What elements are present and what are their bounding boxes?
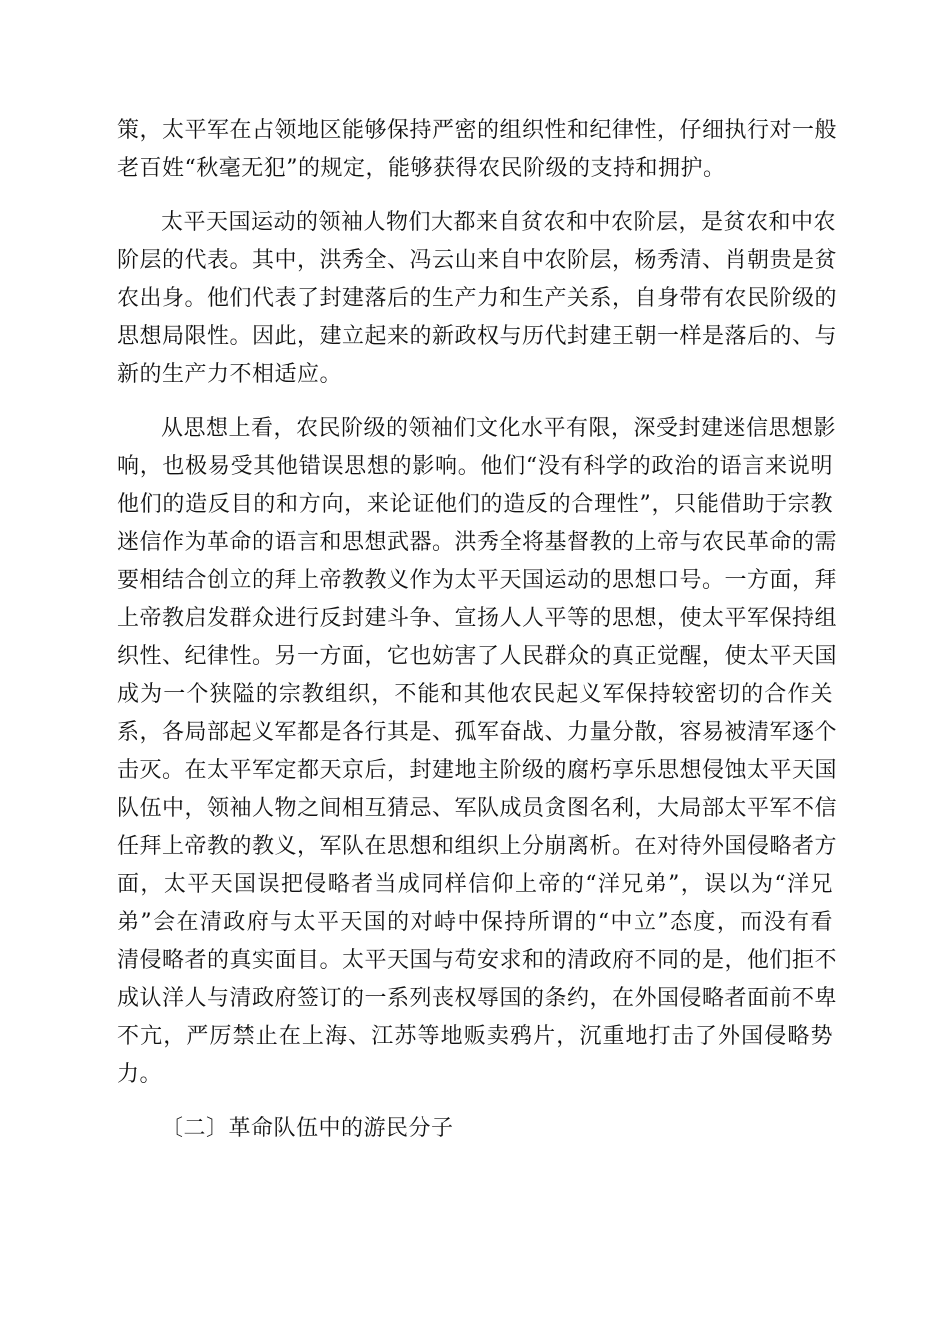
text-line: 思想局限性。因此，建立起来的新政权与历代封建王朝一样是落后的、与 bbox=[117, 324, 838, 349]
text-line: 成认洋人与清政府签订的一系列丧权辱国的条约，在外国侵略者面前不卑 bbox=[117, 986, 838, 1011]
text-line: 任拜上帝教的教义，军队在思想和组织上分崩离析。在对待外国侵略者方 bbox=[117, 834, 838, 859]
paragraph-3 bbox=[117, 410, 838, 1094]
text-line: 太平天国运动的领袖人物们大都来自贫农和中农阶层，是贫农和中农 bbox=[161, 210, 837, 235]
text-line: 队伍中，领袖人物之间相互猜忌、军队成员贪图名利，大局部太平军不信 bbox=[117, 796, 838, 821]
text-line: 系，各局部起义军都是各行其是、孤军奋战、力量分散，容易被清军逐个 bbox=[117, 720, 838, 745]
paragraph-2 bbox=[117, 204, 838, 394]
text-line: 他们的造反目的和方向，来论证他们的造反的合理性”，只能借助于宗教 bbox=[117, 492, 833, 517]
text-line: 农出身。他们代表了封建落后的生产力和生产关系，自身带有农民阶级的 bbox=[117, 286, 838, 311]
text-line: 老百姓“秋毫无犯”的规定，能够获得农民阶级的支持和拥护。 bbox=[117, 156, 726, 181]
section-heading: 〔二〕革命队伍中的游民分子 bbox=[161, 1116, 454, 1141]
text-line: 成为一个狭隘的宗教组织，不能和其他农民起义军保持较密切的合作关 bbox=[117, 682, 833, 707]
text-line: 阶层的代表。其中，洪秀全、冯云山来自中农阶层，杨秀清、肖朝贵是贫 bbox=[117, 248, 838, 273]
text-line: 击灭。在太平军定都天京后，封建地主阶级的腐朽享乐思想侵蚀太平天国 bbox=[117, 758, 838, 783]
text-line: 弟”会在清政府与太平天国的对峙中保持所谓的“中立”态度，而没有看 bbox=[117, 910, 833, 935]
text-line: 响，也极易受其他错误思想的影响。他们“没有科学的政治的语言来说明 bbox=[117, 454, 833, 479]
text-line: 从思想上看，农民阶级的领袖们文化水平有限，深受封建迷信思想影 bbox=[161, 416, 837, 441]
text-line: 面，太平天国误把侵略者当成同样信仰上帝的“洋兄弟”，误以为“洋兄 bbox=[117, 872, 833, 897]
text-line: 清侵略者的真实面目。太平天国与苟安求和的清政府不同的是，他们拒不 bbox=[117, 948, 838, 973]
text-line: 要相结合创立的拜上帝教教义作为太平天国运动的思想口号。一方面，拜 bbox=[117, 568, 838, 593]
text-line: 织性、纪律性。另一方面，它也妨害了人民群众的真正觉醒，使太平天国 bbox=[117, 644, 838, 669]
text-line: 迷信作为革命的语言和思想武器。洪秀全将基督教的上帝与农民革命的需 bbox=[117, 530, 838, 555]
text-line: 上帝教启发群众进行反封建斗争、宣扬人人平等的思想，使太平军保持组 bbox=[117, 606, 838, 631]
text-line: 不亢，严厉禁止在上海、江苏等地贩卖鸦片，沉重地打击了外国侵略势 bbox=[117, 1024, 833, 1049]
paragraph-1 bbox=[117, 112, 838, 188]
text-line: 策，太平军在占领地区能够保持严密的组织性和纪律性，仔细执行对一般 bbox=[117, 118, 838, 143]
text-line: 力。 bbox=[117, 1062, 163, 1087]
document-body bbox=[117, 112, 838, 1148]
text-line: 新的生产力不相适应。 bbox=[117, 362, 343, 387]
